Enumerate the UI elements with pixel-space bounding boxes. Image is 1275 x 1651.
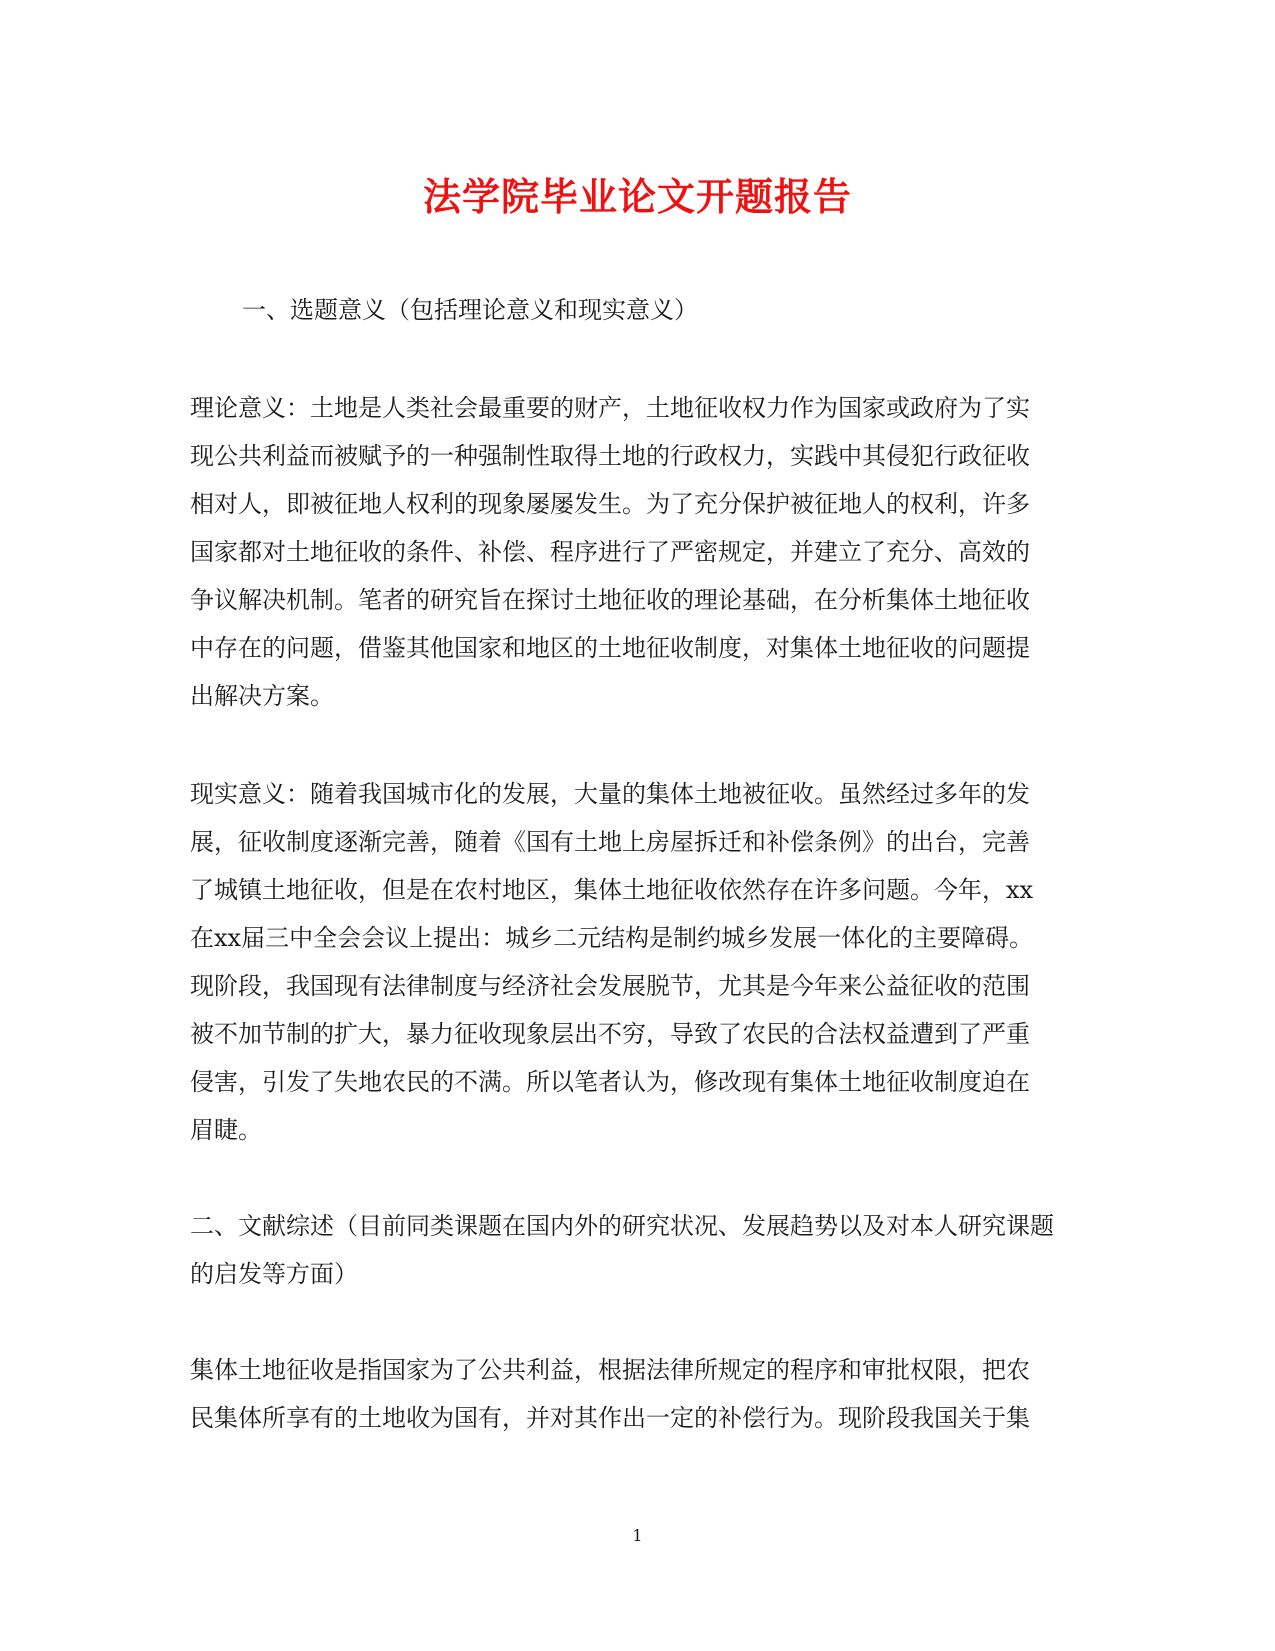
page-number: 1 — [632, 1526, 643, 1545]
text-line: 展，征收制度逐渐完善，随着《国有土地上房屋拆迁和补偿条例》的出台，完善 — [190, 828, 1030, 856]
text-line: 中存在的问题，借鉴其他国家和地区的土地征收制度，对集体土地征收的问题提 — [190, 634, 1030, 662]
document-title: 法学院毕业论文开题报告 — [422, 175, 852, 219]
text-line: 国家都对土地征收的条件、补偿、程序进行了严密规定，并建立了充分、高效的 — [190, 538, 1030, 566]
text-line: 相对人，即被征地人权利的现象屡屡发生。为了充分保护被征地人的权利，许多 — [190, 490, 1030, 518]
text-line: 侵害，引发了失地农民的不满。所以笔者认为，修改现有集体土地征收制度迫在 — [190, 1068, 1030, 1096]
text-line: 在xx届三中全会会议上提出：城乡二元结构是制约城乡发展一体化的主要障碍。 — [190, 924, 1034, 952]
text-line: 出解决方案。 — [190, 682, 334, 710]
section-1-heading — [242, 286, 1142, 334]
text-line: 争议解决机制。笔者的研究旨在探讨土地征收的理论基础，在分析集体土地征收 — [190, 586, 1030, 614]
section-1-heading-text: 一、选题意义（包括理论意义和现实意义） — [242, 296, 698, 324]
section-2-heading — [190, 1202, 1090, 1298]
text-line: 了城镇土地征收，但是在农村地区，集体土地征收依然存在许多问题。今年，xx — [190, 876, 1034, 904]
text-line: 民集体所享有的土地收为国有，并对其作出一定的补偿行为。现阶段我国关于集 — [190, 1404, 1030, 1432]
text-line: 现实意义：随着我国城市化的发展，大量的集体土地被征收。虽然经过多年的发 — [190, 780, 1030, 808]
text-line: 被不加节制的扩大，暴力征收现象层出不穷，导致了农民的合法权益遭到了严重 — [190, 1020, 1030, 1048]
text-line: 集体土地征收是指国家为了公共利益，根据法律所规定的程序和审批权限，把农 — [190, 1356, 1030, 1384]
text-line: 二、文献综述（目前同类课题在国内外的研究状况、发展趋势以及对本人研究课题 — [190, 1212, 1054, 1240]
text-line: 现公共利益而被赋予的一种强制性取得土地的行政权力，实践中其侵犯行政征收 — [190, 442, 1030, 470]
text-line: 现阶段，我国现有法律制度与经济社会发展脱节，尤其是今年来公益征收的范围 — [190, 972, 1030, 1000]
text-line: 的启发等方面） — [190, 1260, 358, 1288]
theory-significance-paragraph — [190, 384, 1090, 720]
text-line: 眉睫。 — [190, 1116, 262, 1144]
literature-review-paragraph — [190, 1346, 1090, 1442]
practical-significance-paragraph — [190, 770, 1090, 1154]
text-line: 理论意义：土地是人类社会最重要的财产，土地征收权力作为国家或政府为了实 — [190, 394, 1030, 422]
